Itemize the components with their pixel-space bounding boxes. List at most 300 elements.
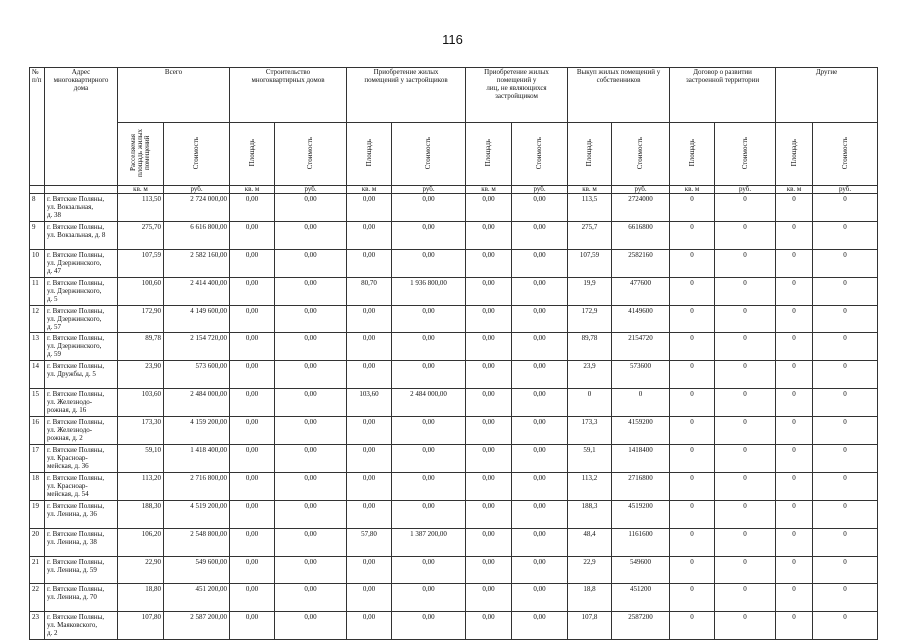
row-value-cell: 0,00: [347, 445, 392, 473]
row-value-cell: 0: [670, 221, 715, 249]
row-value-cell: 1 936 800,00: [392, 277, 466, 305]
row-value-cell: 0: [813, 612, 878, 640]
header-row-subcolumns: [30, 123, 878, 186]
row-value-cell: 0,00: [466, 249, 512, 277]
sub-header-cost: Стоимость: [715, 123, 776, 186]
row-value-cell: 0,00: [275, 584, 347, 612]
row-value-cell: 2 548 800,00: [164, 528, 230, 556]
row-value-cell: 0,00: [275, 333, 347, 361]
row-value-cell: 573 600,00: [164, 361, 230, 389]
row-value-cell: 0: [670, 528, 715, 556]
row-value-cell: 0: [670, 277, 715, 305]
row-value-cell: 0,00: [347, 221, 392, 249]
row-value-cell: 23,90: [118, 361, 164, 389]
row-value-cell: 0: [813, 249, 878, 277]
row-value-cell: 0: [776, 584, 813, 612]
row-value-cell: 0,00: [392, 584, 466, 612]
table-row: [30, 249, 878, 277]
row-value-cell: 0,00: [275, 500, 347, 528]
row-value-cell: 0,00: [275, 305, 347, 333]
row-value-cell: 0: [715, 221, 776, 249]
row-value-cell: 0,00: [392, 612, 466, 640]
row-value-cell: 0,00: [392, 417, 466, 445]
row-value-cell: 113,5: [568, 194, 612, 222]
row-value-cell: 0: [715, 584, 776, 612]
table-row: [30, 417, 878, 445]
row-value-cell: 0: [776, 333, 813, 361]
row-value-cell: 0,00: [275, 221, 347, 249]
units-cell-cost: руб.: [813, 186, 878, 194]
row-value-cell: 0,00: [512, 221, 568, 249]
row-value-cell: 2154720: [612, 333, 670, 361]
row-value-cell: 0,00: [512, 584, 568, 612]
row-value-cell: 0,00: [466, 528, 512, 556]
row-value-cell: 0: [715, 556, 776, 584]
table-row: [30, 584, 878, 612]
row-number: 19: [30, 500, 45, 528]
row-value-cell: 0,00: [347, 500, 392, 528]
row-value-cell: 0,00: [230, 277, 275, 305]
row-number: 20: [30, 528, 45, 556]
group-header-construction: Строительство многоквартирных домов: [230, 68, 347, 123]
row-value-cell: 0,00: [466, 277, 512, 305]
row-value-cell: 0,00: [512, 612, 568, 640]
row-value-cell: 18,80: [118, 584, 164, 612]
row-value-cell: 173,30: [118, 417, 164, 445]
row-value-cell: 0: [715, 389, 776, 417]
row-value-cell: 0: [813, 472, 878, 500]
table-row: [30, 305, 878, 333]
row-address: г. Вятские Поляны, ул. Маяковского, д. 2: [45, 612, 118, 640]
row-value-cell: 0: [670, 472, 715, 500]
row-value-cell: 0: [715, 500, 776, 528]
units-cell-area: кв. м: [776, 186, 813, 194]
group-header-development-agreement: Договор о развитии застроенной территории: [670, 68, 776, 123]
table-row: [30, 500, 878, 528]
row-value-cell: 0: [670, 556, 715, 584]
row-value-cell: 100,60: [118, 277, 164, 305]
sub-header-cost: Стоимость: [813, 123, 878, 186]
row-value-cell: 0: [776, 417, 813, 445]
row-value-cell: 0: [813, 556, 878, 584]
row-value-cell: 0: [670, 389, 715, 417]
row-value-cell: 2 582 160,00: [164, 249, 230, 277]
row-value-cell: 0: [715, 612, 776, 640]
row-value-cell: 0,00: [512, 445, 568, 473]
row-value-cell: 59,10: [118, 445, 164, 473]
row-value-cell: 0: [568, 389, 612, 417]
row-value-cell: 0,00: [347, 612, 392, 640]
row-value-cell: 2582160: [612, 249, 670, 277]
row-number: 22: [30, 584, 45, 612]
table-row: [30, 389, 878, 417]
row-value-cell: 0,00: [230, 389, 275, 417]
row-value-cell: 0: [715, 249, 776, 277]
row-value-cell: 0,00: [466, 472, 512, 500]
row-value-cell: 0,00: [512, 528, 568, 556]
row-number: 17: [30, 445, 45, 473]
row-value-cell: 0,00: [275, 277, 347, 305]
units-cell-area: кв. м: [466, 186, 512, 194]
row-value-cell: 0,00: [230, 612, 275, 640]
row-value-cell: 0: [670, 500, 715, 528]
row-value-cell: 0,00: [466, 305, 512, 333]
units-cell-cost: руб.: [392, 186, 466, 194]
row-address: г. Вятские Поляны, ул. Дзержинского, д. 5: [45, 277, 118, 305]
row-value-cell: 0,00: [230, 333, 275, 361]
table-row: [30, 194, 878, 222]
table-row: [30, 361, 878, 389]
row-number: 14: [30, 361, 45, 389]
row-address: г. Вятские Поляны, ул. Дзержинского, д. 57: [45, 305, 118, 333]
row-value-cell: 0,00: [392, 333, 466, 361]
row-address: г. Вятские Поляны, ул. Дружбы, д. 5: [45, 361, 118, 389]
row-address: г. Вятские Поляны, ул. Вокзальная, д. 38: [45, 194, 118, 222]
row-value-cell: 0,00: [466, 221, 512, 249]
row-value-cell: 4 159 200,00: [164, 417, 230, 445]
row-value-cell: 113,50: [118, 194, 164, 222]
row-value-cell: 0,00: [347, 472, 392, 500]
row-address: г. Вятские Поляны, ул. Красноар- мейская, д. 54: [45, 472, 118, 500]
row-number: 18: [30, 472, 45, 500]
units-cell-area: кв. м: [118, 186, 164, 194]
row-value-cell: 103,60: [118, 389, 164, 417]
row-value-cell: 19,9: [568, 277, 612, 305]
units-cell-cost: руб.: [275, 186, 347, 194]
row-value-cell: 0,00: [230, 417, 275, 445]
row-value-cell: 188,3: [568, 500, 612, 528]
row-value-cell: 0,00: [512, 333, 568, 361]
row-value-cell: 80,70: [347, 277, 392, 305]
units-cell-cost: руб.: [512, 186, 568, 194]
sub-header-area: Площадь: [670, 123, 715, 186]
row-value-cell: 89,78: [118, 333, 164, 361]
row-value-cell: 0,00: [275, 361, 347, 389]
row-number: 15: [30, 389, 45, 417]
row-value-cell: 2 484 000,00: [164, 389, 230, 417]
row-value-cell: 0,00: [512, 194, 568, 222]
row-value-cell: 0,00: [466, 361, 512, 389]
row-value-cell: 22,90: [118, 556, 164, 584]
row-value-cell: 2 587 200,00: [164, 612, 230, 640]
row-value-cell: 0: [670, 612, 715, 640]
row-value-cell: 0: [813, 194, 878, 222]
row-value-cell: 0,00: [230, 584, 275, 612]
row-value-cell: 0: [715, 445, 776, 473]
group-header-total: Всего: [118, 68, 230, 123]
row-value-cell: 107,8: [568, 612, 612, 640]
row-address: г. Вятские Поляны, ул. Железнодо- рожная, д. 16: [45, 389, 118, 417]
row-value-cell: 172,90: [118, 305, 164, 333]
row-value-cell: 0: [670, 361, 715, 389]
row-value-cell: 0,00: [347, 556, 392, 584]
row-value-cell: 0,00: [392, 556, 466, 584]
row-number: 9: [30, 221, 45, 249]
row-value-cell: 0: [813, 389, 878, 417]
row-value-cell: 0,00: [512, 361, 568, 389]
row-value-cell: 0: [813, 417, 878, 445]
row-value-cell: 0,00: [230, 556, 275, 584]
row-value-cell: 0: [715, 472, 776, 500]
row-value-cell: 549 600,00: [164, 556, 230, 584]
row-number: 11: [30, 277, 45, 305]
sub-header-cost: Стоимость: [275, 123, 347, 186]
row-value-cell: 0: [776, 472, 813, 500]
units-cell-area: кв. м: [347, 186, 392, 194]
row-value-cell: 0,00: [512, 389, 568, 417]
row-value-cell: 59,1: [568, 445, 612, 473]
row-value-cell: 113,2: [568, 472, 612, 500]
row-value-cell: 4519200: [612, 500, 670, 528]
row-value-cell: 0,00: [347, 249, 392, 277]
row-address: г. Вятские Поляны, ул. Ленина, д. 70: [45, 584, 118, 612]
row-value-cell: 0: [670, 417, 715, 445]
row-value-cell: 0,00: [392, 445, 466, 473]
row-value-cell: 1418400: [612, 445, 670, 473]
row-value-cell: 0,00: [347, 333, 392, 361]
units-cell-empty: [45, 186, 118, 194]
row-value-cell: 18,8: [568, 584, 612, 612]
row-number: 16: [30, 417, 45, 445]
row-value-cell: 0: [670, 333, 715, 361]
table-row: [30, 333, 878, 361]
row-value-cell: 0: [813, 500, 878, 528]
row-address: г. Вятские Поляны, ул. Ленина, д. 59: [45, 556, 118, 584]
row-value-cell: 0,00: [275, 194, 347, 222]
units-cell-area: кв. м: [568, 186, 612, 194]
row-value-cell: 23,9: [568, 361, 612, 389]
sub-header-total-area: Расселяемая площадь жилых помещений: [118, 123, 164, 186]
row-value-cell: 0,00: [466, 417, 512, 445]
group-header-other: Другие: [776, 68, 878, 123]
row-value-cell: 0,00: [230, 445, 275, 473]
sub-header-area: Площадь: [466, 123, 512, 186]
row-value-cell: 0: [813, 584, 878, 612]
row-value-cell: 0: [776, 305, 813, 333]
row-value-cell: 0,00: [275, 445, 347, 473]
row-value-cell: 0: [813, 445, 878, 473]
row-value-cell: 2724000: [612, 194, 670, 222]
row-value-cell: 0: [670, 584, 715, 612]
table-row: [30, 277, 878, 305]
row-value-cell: 0: [776, 277, 813, 305]
row-value-cell: 0,00: [275, 612, 347, 640]
row-value-cell: 0,00: [512, 472, 568, 500]
row-value-cell: 0,00: [347, 584, 392, 612]
row-value-cell: 0,00: [466, 445, 512, 473]
row-number: 23: [30, 612, 45, 640]
row-value-cell: 4149600: [612, 305, 670, 333]
table-row: [30, 612, 878, 640]
row-address: г. Вятские Поляны, ул. Вокзальная, д. 8: [45, 221, 118, 249]
row-value-cell: 0: [813, 361, 878, 389]
sub-header-cost: Стоимость: [392, 123, 466, 186]
row-value-cell: 2 154 720,00: [164, 333, 230, 361]
resettlement-table: [29, 67, 878, 640]
row-value-cell: 0: [715, 194, 776, 222]
row-value-cell: 0,00: [392, 221, 466, 249]
row-value-cell: 2587200: [612, 612, 670, 640]
row-value-cell: 0: [813, 528, 878, 556]
header-row-groups: [30, 68, 878, 123]
row-address: г. Вятские Поляны, ул. Красноар- мейская, д. 36: [45, 445, 118, 473]
row-value-cell: 275,70: [118, 221, 164, 249]
row-value-cell: 0,00: [466, 556, 512, 584]
row-number: 13: [30, 333, 45, 361]
row-value-cell: 106,20: [118, 528, 164, 556]
row-address: г. Вятские Поляны, ул. Дзержинского, д. 59: [45, 333, 118, 361]
row-value-cell: 0,00: [275, 417, 347, 445]
table-row: [30, 445, 878, 473]
row-value-cell: 0,00: [466, 500, 512, 528]
row-value-cell: 0: [715, 417, 776, 445]
row-number: 21: [30, 556, 45, 584]
row-value-cell: 0,00: [347, 305, 392, 333]
row-value-cell: 0,00: [275, 249, 347, 277]
row-value-cell: 0: [715, 305, 776, 333]
row-value-cell: 0: [776, 249, 813, 277]
page-number: 116: [442, 32, 463, 47]
units-cell-cost: руб.: [715, 186, 776, 194]
units-cell-area: кв. м: [670, 186, 715, 194]
row-value-cell: 0: [776, 221, 813, 249]
row-value-cell: 0,00: [466, 389, 512, 417]
row-value-cell: 2 484 000,00: [392, 389, 466, 417]
row-value-cell: 0,00: [512, 249, 568, 277]
sub-header-cost: Стоимость: [164, 123, 230, 186]
row-value-cell: 0: [776, 389, 813, 417]
sub-header-area: Площадь: [347, 123, 392, 186]
row-value-cell: 4159200: [612, 417, 670, 445]
row-value-cell: 0,00: [230, 194, 275, 222]
row-value-cell: 0,00: [512, 500, 568, 528]
row-value-cell: 451 200,00: [164, 584, 230, 612]
row-value-cell: 0: [715, 361, 776, 389]
row-value-cell: 107,59: [568, 249, 612, 277]
row-value-cell: 0,00: [347, 194, 392, 222]
row-value-cell: 0: [612, 389, 670, 417]
row-value-cell: 0,00: [230, 472, 275, 500]
table-row: [30, 472, 878, 500]
row-value-cell: 0: [813, 221, 878, 249]
sub-header-area: Площадь: [568, 123, 612, 186]
row-value-cell: 0: [776, 500, 813, 528]
units-cell-cost: руб.: [612, 186, 670, 194]
row-value-cell: 0,00: [466, 333, 512, 361]
row-value-cell: 2 716 800,00: [164, 472, 230, 500]
row-address: г. Вятские Поляны, ул. Дзержинского, д. 47: [45, 249, 118, 277]
row-value-cell: 0: [813, 277, 878, 305]
col-num-header: № п/п: [30, 68, 45, 186]
row-value-cell: 1 387 200,00: [392, 528, 466, 556]
row-value-cell: 0,00: [230, 221, 275, 249]
row-value-cell: 1 418 400,00: [164, 445, 230, 473]
row-value-cell: 0,00: [347, 361, 392, 389]
row-value-cell: 0,00: [512, 305, 568, 333]
row-value-cell: 0,00: [275, 556, 347, 584]
row-value-cell: 0,00: [392, 500, 466, 528]
group-header-purchase-developers: Приобретение жилых помещений у застройщиков: [347, 68, 466, 123]
row-value-cell: 477600: [612, 277, 670, 305]
row-number: 10: [30, 249, 45, 277]
row-value-cell: 0,00: [230, 249, 275, 277]
row-value-cell: 0,00: [392, 361, 466, 389]
row-value-cell: 0,00: [512, 417, 568, 445]
row-value-cell: 48,4: [568, 528, 612, 556]
row-value-cell: 0,00: [392, 249, 466, 277]
row-value-cell: 0,00: [466, 612, 512, 640]
row-value-cell: 0: [776, 556, 813, 584]
row-value-cell: 0,00: [512, 556, 568, 584]
row-number: 8: [30, 194, 45, 222]
row-value-cell: 0: [813, 333, 878, 361]
row-value-cell: 451200: [612, 584, 670, 612]
row-value-cell: 0: [776, 445, 813, 473]
row-value-cell: 0,00: [466, 194, 512, 222]
table-row: [30, 528, 878, 556]
row-value-cell: 89,78: [568, 333, 612, 361]
row-value-cell: 2716800: [612, 472, 670, 500]
row-value-cell: 57,80: [347, 528, 392, 556]
row-value-cell: 0: [670, 194, 715, 222]
row-value-cell: 0: [813, 305, 878, 333]
sub-header-area: Площадь: [776, 123, 813, 186]
row-value-cell: 2 414 400,00: [164, 277, 230, 305]
row-value-cell: 0: [670, 305, 715, 333]
row-address: г. Вятские Поляны, ул. Ленина, д. 36: [45, 500, 118, 528]
table-row: [30, 556, 878, 584]
row-value-cell: 0: [715, 528, 776, 556]
row-value-cell: 0,00: [230, 361, 275, 389]
row-value-cell: 6 616 800,00: [164, 221, 230, 249]
row-value-cell: 0: [670, 249, 715, 277]
row-value-cell: 4 149 600,00: [164, 305, 230, 333]
row-value-cell: 107,59: [118, 249, 164, 277]
row-value-cell: 0: [715, 277, 776, 305]
table-body: [30, 194, 878, 640]
row-value-cell: 0,00: [347, 417, 392, 445]
row-value-cell: 103,60: [347, 389, 392, 417]
row-value-cell: 0,00: [275, 389, 347, 417]
row-value-cell: 2 724 000,00: [164, 194, 230, 222]
units-row: [30, 186, 878, 194]
row-value-cell: 6616800: [612, 221, 670, 249]
sub-header-cost: Стоимость: [512, 123, 568, 186]
table-row: [30, 221, 878, 249]
row-value-cell: 1161600: [612, 528, 670, 556]
row-value-cell: 0: [776, 194, 813, 222]
group-header-buyout: Выкуп жилых помещений у собственников: [568, 68, 670, 123]
row-address: г. Вятские Поляны, ул. Железнодо- рожная, д. 2: [45, 417, 118, 445]
row-value-cell: 549600: [612, 556, 670, 584]
row-value-cell: 113,20: [118, 472, 164, 500]
row-address: г. Вятские Поляны, ул. Ленина, д. 38: [45, 528, 118, 556]
sub-header-cost: Стоимость: [612, 123, 670, 186]
group-header-purchase-non-developers: Приобретение жилых помещений у лиц, не являющихся застройщиком: [466, 68, 568, 123]
row-number: 12: [30, 305, 45, 333]
row-value-cell: 0,00: [466, 584, 512, 612]
row-value-cell: 0,00: [512, 277, 568, 305]
row-value-cell: 0,00: [392, 194, 466, 222]
row-value-cell: 0,00: [275, 528, 347, 556]
row-value-cell: 0: [776, 361, 813, 389]
row-value-cell: 573600: [612, 361, 670, 389]
row-value-cell: 0: [776, 612, 813, 640]
row-value-cell: 0,00: [392, 305, 466, 333]
row-value-cell: 0: [670, 445, 715, 473]
row-value-cell: 0: [715, 333, 776, 361]
units-cell-area: кв. м: [230, 186, 275, 194]
